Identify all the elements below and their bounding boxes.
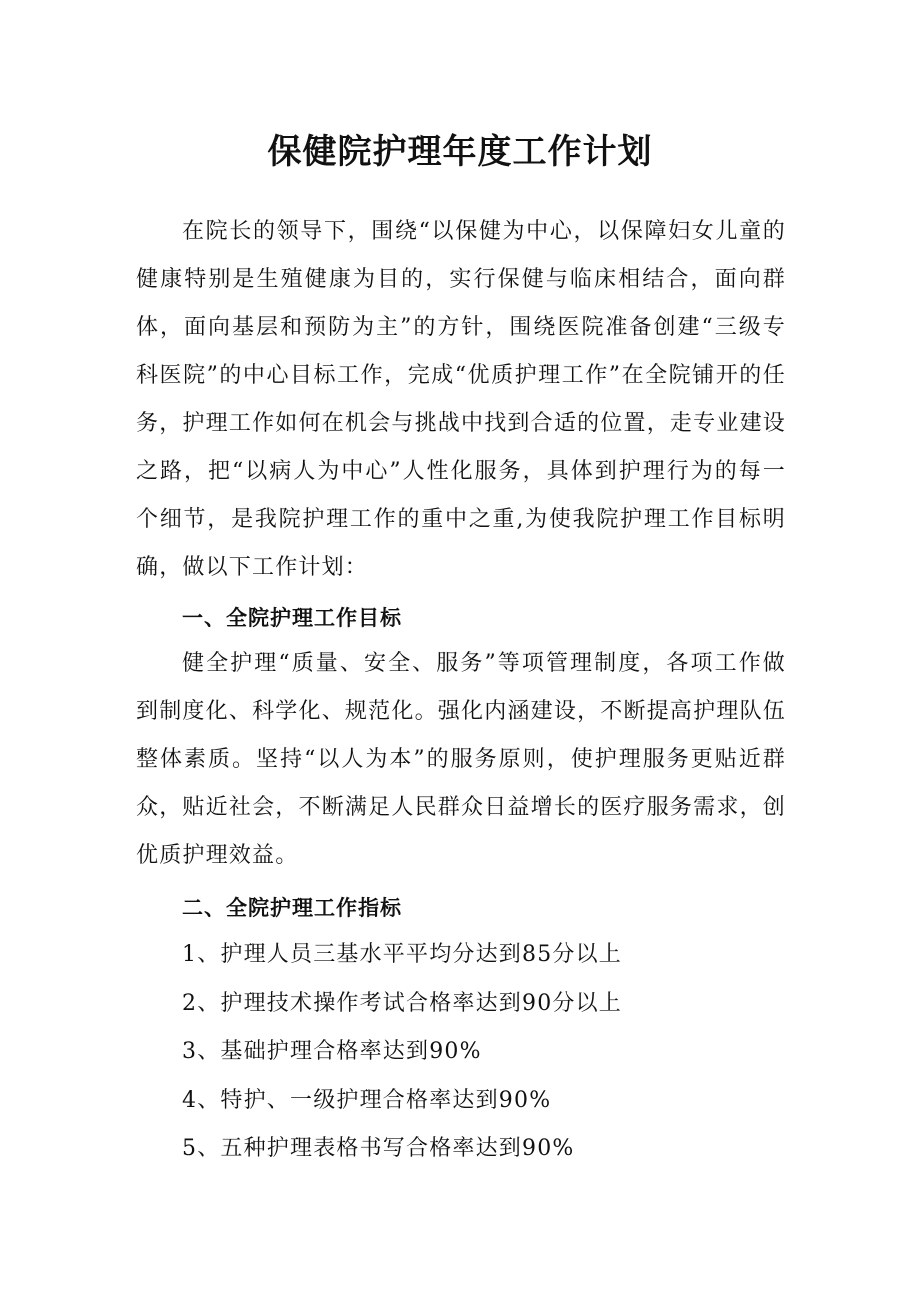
section-heading-indicators: 二、全院护理工作指标 — [182, 896, 402, 920]
list-item: 2、护理技术操作考试合格率达到90分以上 — [182, 990, 622, 1016]
intro-paragraph: 在院长的领导下，围绕“以保健为中心，以保障妇女儿童的健康特别是生殖健康为目的，实行保健与临床相结合，面向群体，面向基层和预防为主”的方针，围绕医院准备创建“三级专科医院”的中心目标工作，完成“优质护理工作”在全院铺开的任务，护理工作如何在机会与挑战中找到合适的位置，走专业建设之路，把“以病人为中心”人性化服务，具体到护理行为的每一个细节，是我院护理工作的重中之重,为使我院护理工作目标明确，做以下工作计划： — [136, 219, 786, 580]
section-heading-goals: 一、全院护理工作目标 — [182, 606, 402, 630]
list-item: 1、护理人员三基水平平均分达到85分以上 — [182, 942, 622, 967]
section-paragraph-goals: 健全护理“质量、安全、服务”等项管理制度，各项工作做到制度化、科学化、规范化。强化内涵建设，不断提高护理队伍整体素质。坚持“以人为本”的服务原则，使护理服务更贴近群众，贴近社会，不断满足人民群众日益增长的医疗服务需求，创优质护理效益。 — [136, 651, 786, 868]
document-title: 保健院护理年度工作计划 — [267, 132, 653, 172]
list-item: 3、基础护理合格率达到90% — [182, 1039, 482, 1064]
indicator-list — [182, 931, 622, 1174]
list-item: 4、特护、一级护理合格率达到90% — [182, 1087, 552, 1113]
list-item: 5、五种护理表格书写合格率达到90% — [182, 1136, 575, 1161]
